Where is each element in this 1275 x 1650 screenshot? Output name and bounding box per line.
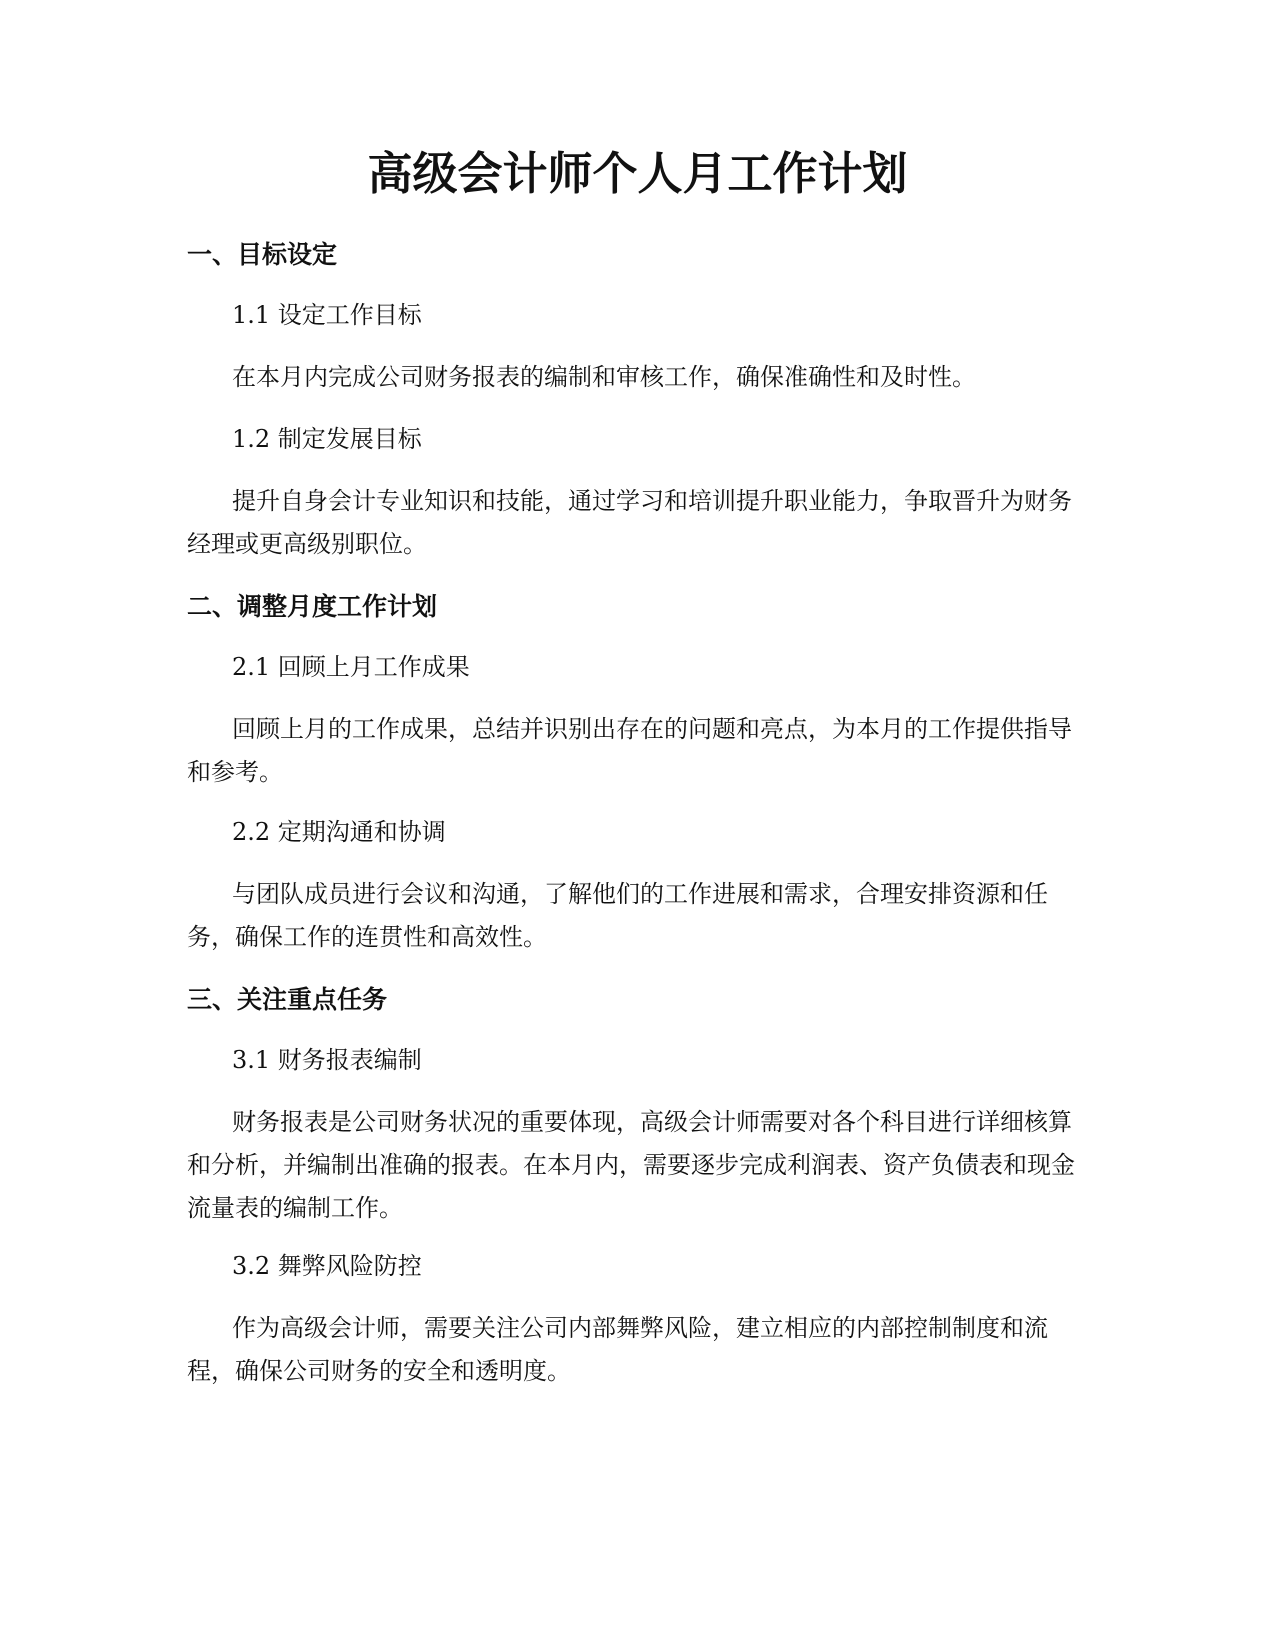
subheading-1-2: 1.2 制定发展目标 xyxy=(232,425,422,453)
section-heading-2: 二、调整月度工作计划 xyxy=(187,592,438,621)
paragraph-2-2: 与团队成员进行会议和沟通，了解他们的工作进展和需求，合理安排资源和任务，确保工作的连贯性和高效性。 xyxy=(187,880,1048,951)
subheading-1-1: 1.1 设定工作目标 xyxy=(232,301,422,329)
paragraph-3-1: 财务报表是公司财务状况的重要体现，高级会计师需要对各个科目进行详细核算和分析，并编制出准确的报表。在本月内，需要逐步完成利润表、资产负债表和现金流量表的编制工作。 xyxy=(187,1108,1075,1222)
section-heading-1: 一、目标设定 xyxy=(187,240,338,269)
paragraph-1-1: 在本月内完成公司财务报表的编制和审核工作，确保准确性和及时性。 xyxy=(232,363,976,391)
document-title: 高级会计师个人月工作计划 xyxy=(367,147,908,200)
subheading-3-2: 3.2 舞弊风险防控 xyxy=(232,1252,422,1280)
paragraph-3-2: 作为高级会计师，需要关注公司内部舞弊风险，建立相应的内部控制制度和流程，确保公司财务的安全和透明度。 xyxy=(187,1314,1048,1385)
subheading-3-1: 3.1 财务报表编制 xyxy=(232,1046,422,1074)
subheading-2-1: 2.1 回顾上月工作成果 xyxy=(232,653,470,681)
paragraph-1-2: 提升自身会计专业知识和技能，通过学习和培训提升职业能力，争取晋升为财务经理或更高级别职位。 xyxy=(187,487,1072,558)
paragraph-2-1: 回顾上月的工作成果，总结并识别出存在的问题和亮点，为本月的工作提供指导和参考。 xyxy=(187,715,1072,786)
subheading-2-2: 2.2 定期沟通和协调 xyxy=(232,818,446,846)
section-heading-3: 三、关注重点任务 xyxy=(187,985,388,1014)
